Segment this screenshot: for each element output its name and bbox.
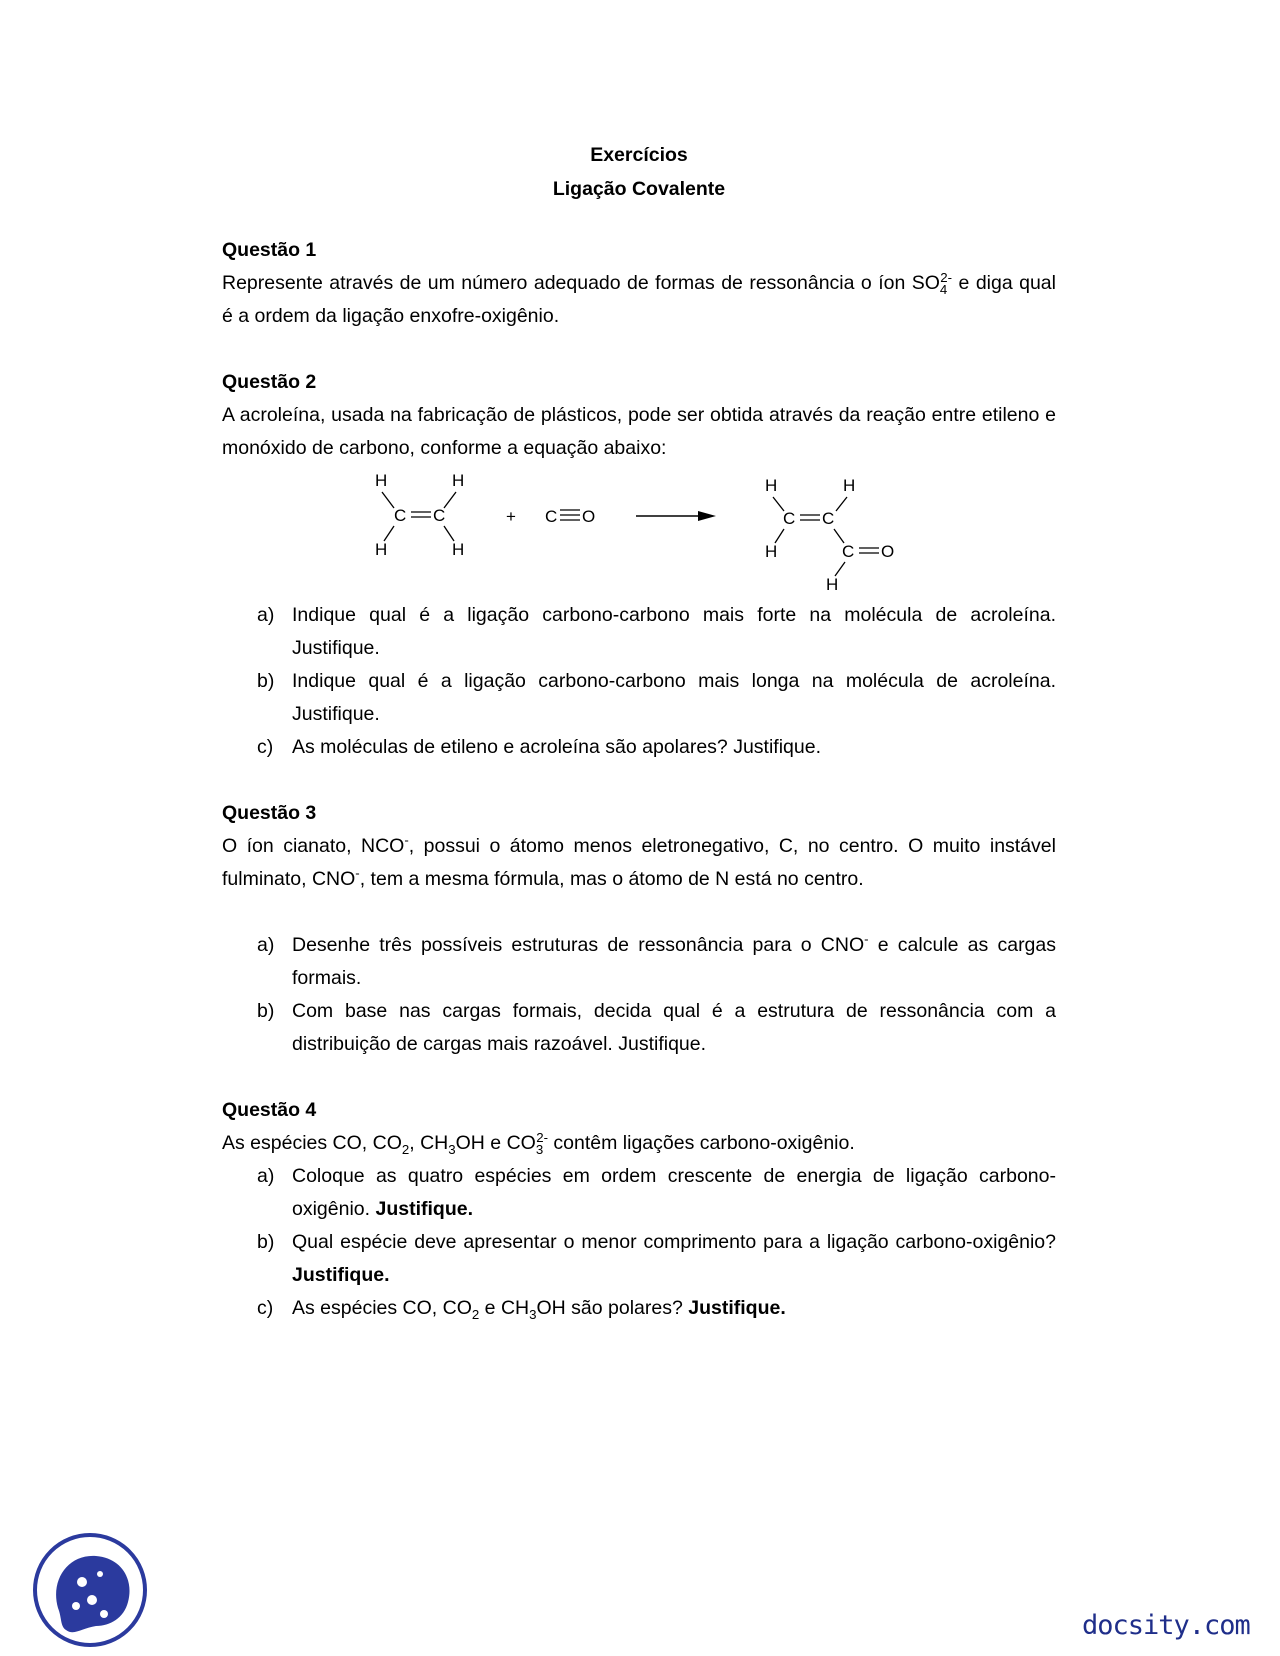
question-4-items (222, 1160, 1056, 1325)
question-1-text: Represente através de um número adequado de formas de ressonância o íon $SO_4^{2-}$ e diga qual é a ordem da ligação enxofre-oxigênio. (222, 269, 1056, 327)
atom-h: H (452, 540, 465, 559)
atom-h: H (452, 471, 465, 490)
list-item: a) Coloque as quatro espécies em ordem crescente de energia de ligação carbono-oxigênio. Justifique. (257, 1165, 1056, 1220)
atom-h: H (826, 575, 839, 594)
atom-o: O (881, 542, 895, 561)
atom-h: H (375, 471, 388, 490)
page-subtitle: Ligação Covalente (552, 178, 726, 200)
question-4-intro: As espécies CO, $CO_2$, $CH_3OH$ e $CO_3^{2-}$ contêm ligações carbono-oxigênio. (222, 1129, 855, 1157)
question-3-items (222, 929, 1056, 1061)
list-item: a) Desenhe três possíveis estruturas de ressonância para o CNO- e calcule as cargas formais. (257, 931, 1057, 989)
atom-c: C (822, 509, 835, 528)
question-2-text: A acroleína, usada na fabricação de plásticos, pode ser obtida através da reação entre etileno e monóxido de carbono, conforme a equação abaixo: (222, 404, 1056, 459)
question-3-heading: Questão 3 (222, 802, 317, 824)
docsity-brand[interactable]: docsity.com (1082, 1610, 1250, 1641)
atom-o: O (582, 507, 596, 526)
list-item: c) As espécies CO, $CO_2$ e $CH_3OH$ são polares? Justifique. (257, 1297, 786, 1322)
question-1-heading: Questão 1 (222, 239, 317, 261)
reaction-diagram (222, 467, 1056, 599)
atom-c: C (545, 507, 558, 526)
reaction-arrow (636, 511, 716, 521)
list-item: b) Com base nas cargas formais, decida qual é a estrutura de ressonância com a distribuição de cargas mais razoável. Justifique. (257, 1000, 1056, 1055)
atom-h: H (843, 476, 856, 495)
list-item: b) Indique qual é a ligação carbono-carbono mais longa na molécula de acroleína. Justifique. (257, 670, 1056, 725)
atom-c: C (394, 506, 407, 525)
question-2-items (222, 599, 1056, 764)
atom-c: C (433, 506, 446, 525)
plus-sign: + (506, 507, 516, 526)
question-3-text: O íon cianato, NCO-, possui o átomo menos eletronegativo, C, no centro. O muito instável fulminato, CNO-, tem a mesma fórmula, mas o átomo de N está no centro. (222, 832, 1056, 890)
atom-h: H (375, 540, 388, 559)
atom-h: H (765, 542, 778, 561)
page-title: Exercícios (590, 144, 688, 166)
question-2-heading: Questão 2 (222, 371, 317, 393)
ethylene-molecule (375, 471, 464, 559)
reaction-svg (222, 467, 1056, 599)
list-item: a) Indique qual é a ligação carbono-carbono mais forte na molécula de acroleína. Justifique. (257, 604, 1056, 659)
atom-c: C (842, 542, 855, 561)
list-item: c) As moléculas de etileno e acroleína são apolares? Justifique. (257, 736, 821, 758)
carbon-monoxide-molecule (545, 507, 595, 526)
acrolein-molecule (765, 476, 894, 594)
question-4-heading: Questão 4 (222, 1099, 317, 1121)
atom-c: C (783, 509, 796, 528)
docsity-logo-icon (30, 1530, 150, 1650)
atom-h: H (765, 476, 778, 495)
document-content (222, 138, 1056, 1325)
list-item: b) Qual espécie deve apresentar o menor comprimento para a ligação carbono-oxigênio? Justifique. (257, 1231, 1056, 1286)
